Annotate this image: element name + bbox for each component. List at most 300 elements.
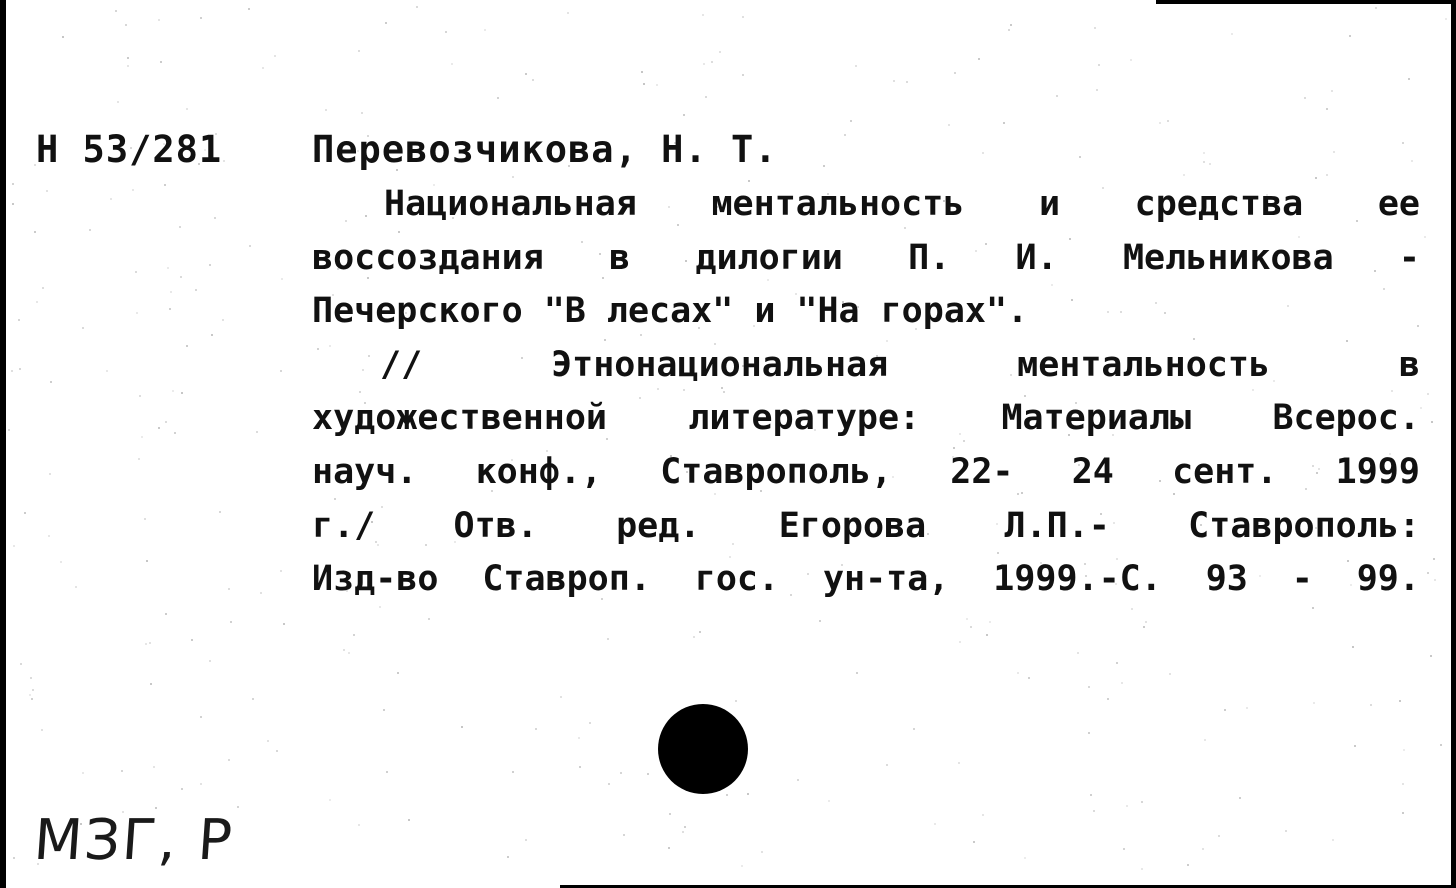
- noise-speck: [32, 689, 34, 691]
- noise-speck: [383, 709, 385, 711]
- noise-speck: [280, 570, 282, 572]
- noise-speck: [819, 620, 821, 622]
- noise-speck: [172, 390, 174, 392]
- noise-speck: [906, 81, 908, 83]
- noise-speck: [329, 799, 331, 801]
- noise-speck: [200, 17, 202, 19]
- noise-speck: [144, 518, 146, 520]
- word: "На: [796, 291, 860, 332]
- noise-speck: [141, 436, 143, 438]
- noise-speck: [1202, 848, 1204, 850]
- noise-speck: [237, 806, 239, 808]
- noise-speck: [647, 773, 649, 775]
- handwritten-note: МЗГ, Р: [31, 808, 237, 873]
- noise-speck: [121, 770, 123, 772]
- noise-speck: [186, 108, 188, 110]
- word: лесах": [606, 291, 734, 332]
- word: Егорова: [778, 505, 927, 546]
- noise-speck: [589, 722, 591, 724]
- noise-speck: [1424, 236, 1426, 238]
- noise-speck: [228, 588, 230, 590]
- noise-speck: [223, 160, 225, 162]
- noise-speck: [169, 308, 171, 310]
- noise-speck: [1126, 805, 1128, 807]
- word: 22-: [950, 451, 1014, 492]
- noise-speck: [1312, 607, 1314, 609]
- punched-hole-dot: [658, 704, 748, 794]
- noise-speck: [136, 312, 138, 314]
- noise-speck: [1143, 626, 1145, 628]
- word: ее: [1377, 184, 1420, 224]
- word: 1999: [1335, 451, 1420, 492]
- noise-speck: [219, 511, 221, 513]
- noise-speck: [160, 61, 162, 63]
- noise-speck: [1028, 677, 1030, 679]
- noise-speck: [711, 61, 713, 63]
- word: П.: [908, 237, 951, 278]
- noise-speck: [386, 771, 388, 773]
- noise-speck: [1326, 174, 1328, 176]
- word: Печерского: [312, 291, 523, 332]
- word: ментальность: [1017, 344, 1270, 385]
- noise-speck: [408, 819, 410, 821]
- card-top-edge: [1156, 0, 1456, 4]
- noise-speck: [256, 431, 258, 433]
- word: Мельникова: [1122, 237, 1334, 278]
- noise-speck: [165, 421, 167, 423]
- noise-speck: [1159, 122, 1161, 124]
- noise-speck: [742, 74, 744, 76]
- noise-speck: [1107, 698, 1109, 700]
- noise-speck: [1408, 78, 1410, 80]
- description-line: [312, 178, 1420, 232]
- noise-speck: [1130, 59, 1132, 61]
- noise-speck: [989, 621, 991, 623]
- noise-speck: [1246, 707, 1248, 709]
- noise-speck: [158, 427, 160, 429]
- noise-speck: [1141, 868, 1143, 870]
- noise-speck: [149, 642, 151, 644]
- noise-speck: [62, 36, 64, 38]
- noise-speck: [13, 857, 15, 859]
- noise-speck: [1403, 749, 1405, 751]
- noise-speck: [461, 726, 463, 728]
- word: 93: [1205, 559, 1248, 600]
- noise-speck: [50, 381, 52, 383]
- noise-speck: [623, 834, 625, 836]
- noise-speck: [978, 58, 980, 60]
- noise-speck: [1008, 29, 1010, 31]
- noise-speck: [132, 189, 134, 191]
- noise-speck: [1440, 744, 1442, 746]
- noise-speck: [1231, 33, 1233, 35]
- noise-speck: [353, 634, 355, 636]
- word: "В: [543, 291, 586, 332]
- noise-speck: [668, 847, 670, 849]
- noise-speck: [641, 71, 643, 73]
- noise-speck: [167, 267, 169, 269]
- noise-speck: [106, 370, 108, 372]
- noise-speck: [445, 31, 447, 33]
- noise-speck: [36, 301, 38, 303]
- noise-speck: [179, 226, 181, 228]
- noise-speck: [703, 63, 705, 65]
- noise-speck: [1203, 152, 1205, 154]
- noise-speck: [954, 72, 956, 74]
- noise-speck: [684, 826, 686, 828]
- word: науч.: [312, 451, 418, 492]
- noise-speck: [170, 291, 172, 293]
- noise-speck: [1427, 393, 1429, 395]
- word: -: [1291, 559, 1313, 600]
- noise-speck: [959, 641, 961, 643]
- noise-speck: [1402, 812, 1404, 814]
- noise-speck: [1224, 709, 1226, 711]
- card-right-edge: [1451, 0, 1456, 888]
- noise-speck: [29, 694, 31, 696]
- noise-speck: [567, 12, 569, 14]
- noise-speck: [726, 794, 728, 796]
- word: Ставроп.: [482, 559, 651, 600]
- noise-speck: [60, 561, 62, 563]
- noise-speck: [181, 392, 183, 394]
- noise-speck: [970, 626, 972, 628]
- description-line: [312, 339, 1420, 393]
- noise-speck: [683, 114, 685, 116]
- noise-speck: [1187, 864, 1189, 866]
- word: 99.: [1356, 559, 1420, 600]
- noise-speck: [18, 319, 20, 321]
- noise-speck: [343, 649, 345, 651]
- noise-speck: [1333, 151, 1335, 153]
- noise-speck: [267, 740, 269, 742]
- noise-speck: [325, 109, 327, 111]
- noise-speck: [138, 458, 140, 460]
- noise-speck: [741, 865, 743, 867]
- noise-speck: [693, 636, 695, 638]
- noise-speck: [742, 16, 744, 18]
- noise-speck: [174, 432, 176, 434]
- shelfmark: Н 53/281: [36, 128, 223, 171]
- noise-speck: [385, 22, 387, 24]
- noise-speck: [535, 728, 537, 730]
- description-line: [312, 392, 1420, 446]
- noise-speck: [211, 334, 213, 336]
- noise-speck: [248, 8, 250, 10]
- noise-speck: [1411, 160, 1413, 162]
- noise-speck: [1239, 797, 1241, 799]
- noise-speck: [150, 683, 152, 685]
- noise-speck: [1209, 163, 1211, 165]
- noise-speck: [41, 729, 43, 731]
- noise-speck: [249, 245, 251, 247]
- noise-speck: [761, 851, 763, 853]
- description-line: [312, 446, 1420, 500]
- noise-speck: [1203, 161, 1205, 163]
- noise-speck: [164, 184, 166, 186]
- noise-speck: [24, 512, 26, 514]
- noise-speck: [1326, 108, 1328, 110]
- noise-speck: [1090, 794, 1092, 796]
- noise-speck: [1349, 35, 1351, 37]
- word: //: [380, 344, 423, 385]
- noise-speck: [1116, 662, 1118, 664]
- noise-speck: [982, 814, 984, 816]
- noise-speck: [191, 639, 193, 641]
- noise-speck: [986, 634, 988, 636]
- noise-speck: [682, 831, 684, 833]
- word: и: [1038, 184, 1061, 224]
- noise-speck: [222, 319, 224, 321]
- word: Ставрополь:: [1188, 505, 1420, 546]
- word: Изд-во: [312, 559, 439, 600]
- noise-speck: [855, 65, 857, 67]
- noise-speck: [1098, 64, 1100, 66]
- word: художественной: [312, 398, 608, 439]
- noise-speck: [181, 788, 183, 790]
- word: гос.: [694, 559, 780, 600]
- noise-speck: [46, 190, 48, 192]
- noise-speck: [747, 793, 749, 795]
- word: Национальная: [384, 184, 637, 224]
- noise-speck: [1123, 848, 1125, 850]
- noise-speck: [982, 152, 984, 154]
- description-line: [312, 285, 1420, 339]
- noise-speck: [451, 63, 453, 65]
- noise-speck: [1399, 700, 1401, 702]
- word: сент.: [1172, 451, 1278, 492]
- noise-speck: [110, 198, 112, 200]
- noise-speck: [127, 65, 129, 67]
- noise-speck: [579, 766, 581, 768]
- noise-speck: [42, 287, 44, 289]
- noise-speck: [1145, 621, 1147, 623]
- noise-speck: [139, 395, 141, 397]
- noise-speck: [48, 535, 50, 537]
- noise-speck: [1079, 156, 1081, 158]
- word: Л.П.-: [1004, 505, 1110, 546]
- noise-speck: [82, 327, 84, 329]
- noise-speck: [428, 618, 430, 620]
- noise-speck: [643, 83, 645, 85]
- noise-speck: [484, 29, 486, 31]
- noise-speck: [532, 79, 534, 81]
- noise-speck: [209, 660, 211, 662]
- noise-speck: [512, 771, 514, 773]
- description-line: [312, 232, 1420, 286]
- noise-speck: [1088, 732, 1090, 734]
- noise-speck: [20, 663, 22, 665]
- noise-speck: [8, 429, 10, 431]
- noise-speck: [214, 217, 216, 219]
- noise-speck: [280, 370, 282, 372]
- word: воссоздания: [312, 237, 544, 278]
- noise-speck: [158, 19, 160, 21]
- noise-speck: [397, 672, 399, 674]
- card-left-edge: [0, 0, 6, 888]
- noise-speck: [828, 800, 830, 802]
- noise-speck: [893, 80, 895, 82]
- noise-speck: [228, 759, 230, 761]
- noise-speck: [1402, 142, 1404, 144]
- noise-speck: [1096, 89, 1098, 91]
- noise-speck: [1141, 801, 1143, 803]
- noise-speck: [797, 779, 799, 781]
- noise-speck: [11, 370, 13, 372]
- word: 24: [1071, 451, 1114, 492]
- word: средства: [1134, 184, 1304, 224]
- noise-speck: [656, 84, 658, 86]
- noise-speck: [1218, 835, 1220, 837]
- noise-speck: [823, 165, 825, 167]
- noise-speck: [117, 101, 119, 103]
- noise-speck: [966, 618, 968, 620]
- noise-speck: [1183, 174, 1185, 176]
- word: Всерос.: [1272, 398, 1420, 439]
- noise-speck: [165, 613, 167, 615]
- noise-speck: [1017, 672, 1019, 674]
- noise-speck: [283, 623, 285, 625]
- noise-speck: [153, 766, 155, 768]
- noise-speck: [1094, 27, 1096, 29]
- noise-speck: [1010, 24, 1012, 26]
- noise-speck: [507, 856, 509, 858]
- noise-speck: [856, 672, 858, 674]
- bibliographic-description: [312, 178, 1420, 607]
- noise-speck: [281, 278, 283, 280]
- word: и: [754, 291, 776, 332]
- noise-speck: [607, 638, 609, 640]
- noise-speck: [1420, 407, 1422, 409]
- noise-speck: [13, 545, 15, 547]
- noise-speck: [973, 841, 975, 843]
- noise-speck: [30, 677, 32, 679]
- noise-speck: [276, 750, 278, 752]
- noise-speck: [958, 762, 960, 764]
- noise-speck: [1352, 646, 1354, 648]
- word: ментальность: [711, 184, 965, 224]
- noise-speck: [186, 345, 188, 347]
- noise-speck: [1313, 702, 1315, 704]
- noise-speck: [89, 229, 91, 231]
- noise-speck: [1430, 655, 1432, 657]
- noise-speck: [200, 783, 202, 785]
- noise-speck: [358, 824, 360, 826]
- noise-speck: [82, 772, 84, 774]
- noise-speck: [1093, 810, 1095, 812]
- noise-speck: [75, 586, 77, 588]
- word: Этнонациональная: [551, 344, 889, 385]
- noise-speck: [200, 716, 202, 718]
- author-heading: Перевозчикова, Н. Т.: [312, 128, 778, 171]
- noise-speck: [19, 368, 21, 370]
- noise-speck: [525, 73, 527, 75]
- noise-speck: [195, 289, 197, 291]
- noise-speck: [620, 772, 622, 774]
- noise-speck: [34, 231, 36, 233]
- noise-speck: [1431, 421, 1433, 423]
- noise-speck: [934, 823, 936, 825]
- noise-speck: [348, 652, 350, 654]
- noise-speck: [115, 10, 117, 12]
- noise-speck: [1427, 572, 1429, 574]
- noise-speck: [850, 120, 852, 122]
- word: ред.: [616, 505, 701, 546]
- noise-speck: [1056, 95, 1058, 97]
- word: ун-та,: [822, 559, 950, 600]
- noise-speck: [180, 276, 182, 278]
- noise-speck: [12, 203, 14, 205]
- noise-speck: [1204, 739, 1206, 741]
- noise-speck: [608, 783, 610, 785]
- noise-speck: [49, 473, 51, 475]
- word: конф.,: [475, 451, 603, 492]
- noise-speck: [1003, 122, 1005, 124]
- noise-speck: [913, 728, 915, 730]
- noise-speck: [1445, 18, 1447, 20]
- word: Отв.: [453, 505, 538, 546]
- noise-speck: [146, 560, 148, 562]
- word: литературе:: [688, 398, 921, 439]
- word: г./: [312, 505, 376, 546]
- noise-speck: [1077, 652, 1079, 654]
- noise-speck: [702, 14, 704, 16]
- noise-speck: [145, 643, 147, 645]
- noise-speck: [948, 124, 950, 126]
- noise-speck: [135, 271, 137, 273]
- description-line: [312, 553, 1420, 607]
- word: Ставрополь,: [660, 451, 893, 492]
- noise-speck: [1434, 579, 1436, 581]
- noise-speck: [497, 97, 499, 99]
- noise-speck: [1402, 783, 1404, 785]
- noise-speck: [1304, 97, 1306, 99]
- noise-speck: [719, 51, 721, 53]
- noise-speck: [262, 67, 264, 69]
- noise-speck: [735, 700, 737, 702]
- noise-speck: [260, 592, 262, 594]
- noise-speck: [578, 737, 580, 739]
- noise-speck: [699, 631, 701, 633]
- word: горах".: [880, 291, 1029, 332]
- noise-speck: [560, 696, 562, 698]
- word: -: [1398, 237, 1420, 278]
- noise-speck: [209, 264, 211, 266]
- noise-speck: [12, 183, 14, 185]
- noise-speck: [252, 698, 254, 700]
- noise-speck: [1331, 90, 1333, 92]
- noise-speck: [127, 57, 129, 59]
- noise-speck: [230, 621, 232, 623]
- word: в: [609, 237, 631, 278]
- noise-speck: [1088, 686, 1090, 688]
- noise-speck: [1167, 120, 1169, 122]
- noise-speck: [1121, 682, 1123, 684]
- noise-speck: [274, 55, 276, 57]
- noise-speck: [361, 112, 363, 114]
- noise-speck: [1375, 7, 1377, 9]
- noise-speck: [1332, 839, 1334, 841]
- noise-speck: [31, 698, 33, 700]
- word: дилогии: [695, 237, 843, 278]
- noise-speck: [1285, 830, 1287, 832]
- noise-speck: [705, 96, 707, 98]
- noise-speck: [1024, 857, 1026, 859]
- word: И.: [1015, 237, 1058, 278]
- noise-speck: [358, 50, 360, 52]
- word: Материалы: [1001, 398, 1192, 439]
- noise-speck: [1354, 745, 1356, 747]
